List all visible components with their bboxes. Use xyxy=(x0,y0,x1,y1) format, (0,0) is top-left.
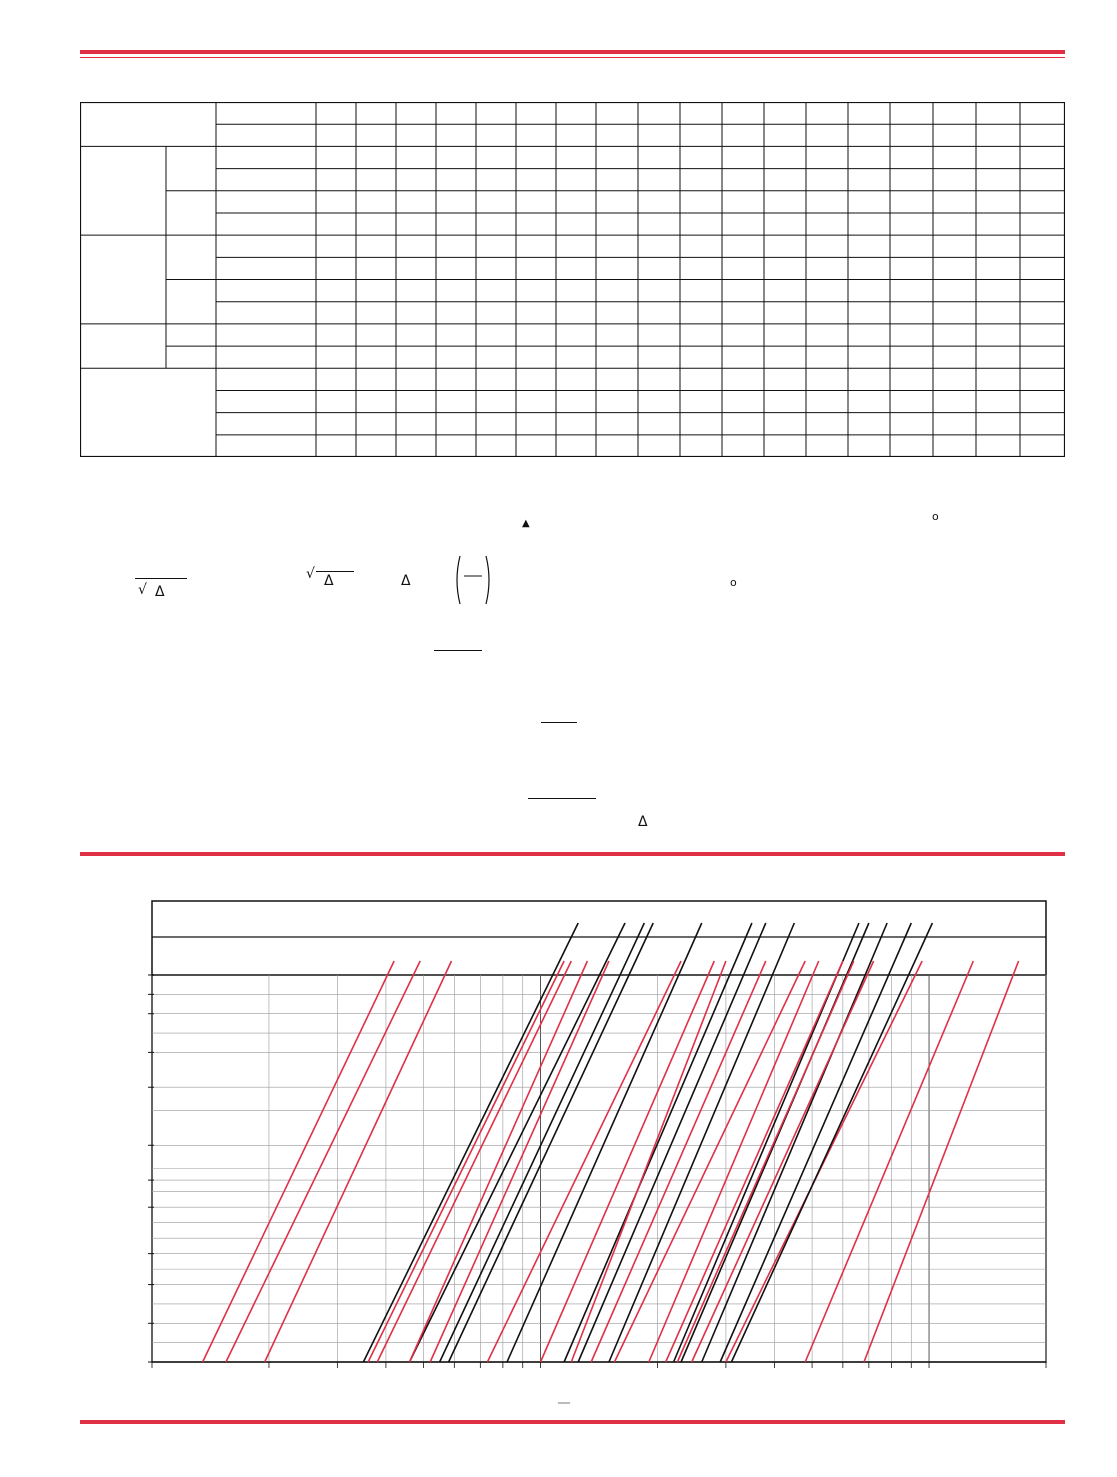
red-series-line xyxy=(541,961,715,1362)
black-series-line xyxy=(702,923,887,1362)
root-symbol: √ xyxy=(138,582,147,598)
degree-symbol: o xyxy=(730,576,737,589)
red-series-line xyxy=(430,961,609,1362)
flow-chart xyxy=(140,895,1050,1395)
red-series-line xyxy=(692,961,874,1362)
page-number-mark xyxy=(557,1398,571,1408)
fraction-bar xyxy=(135,578,187,579)
red-series-line xyxy=(226,961,420,1362)
red-series-line xyxy=(487,961,681,1362)
red-series-line xyxy=(203,961,395,1362)
red-series-line xyxy=(649,961,819,1362)
fraction-bar xyxy=(541,722,577,723)
section-rule xyxy=(80,852,1065,856)
specification-table xyxy=(80,102,1065,457)
header-rule xyxy=(80,50,1065,54)
triangle-up-icon: ▲ xyxy=(522,518,530,529)
red-series-line xyxy=(666,961,843,1362)
delta-symbol: Δ xyxy=(401,573,411,589)
delta-symbol: Δ xyxy=(324,573,334,589)
red-series-line xyxy=(805,961,973,1362)
fraction-bar xyxy=(434,650,482,651)
radical-bar xyxy=(316,571,354,572)
fraction-bar xyxy=(528,798,596,799)
red-series-line xyxy=(409,961,587,1362)
red-series-line xyxy=(677,961,853,1362)
delta-symbol: Δ xyxy=(638,814,648,830)
black-series-line xyxy=(720,923,911,1362)
footer-rule xyxy=(80,1420,1065,1424)
delta-symbol: Δ xyxy=(155,584,165,600)
degree-symbol: o xyxy=(932,510,939,523)
parenthesis-group xyxy=(454,554,492,606)
red-series-line xyxy=(571,961,726,1362)
header-rule-thin xyxy=(80,57,1065,58)
formula-section xyxy=(0,470,1117,840)
red-series-line xyxy=(368,961,564,1362)
root-symbol: √ xyxy=(306,566,315,582)
red-series-line xyxy=(591,961,766,1362)
